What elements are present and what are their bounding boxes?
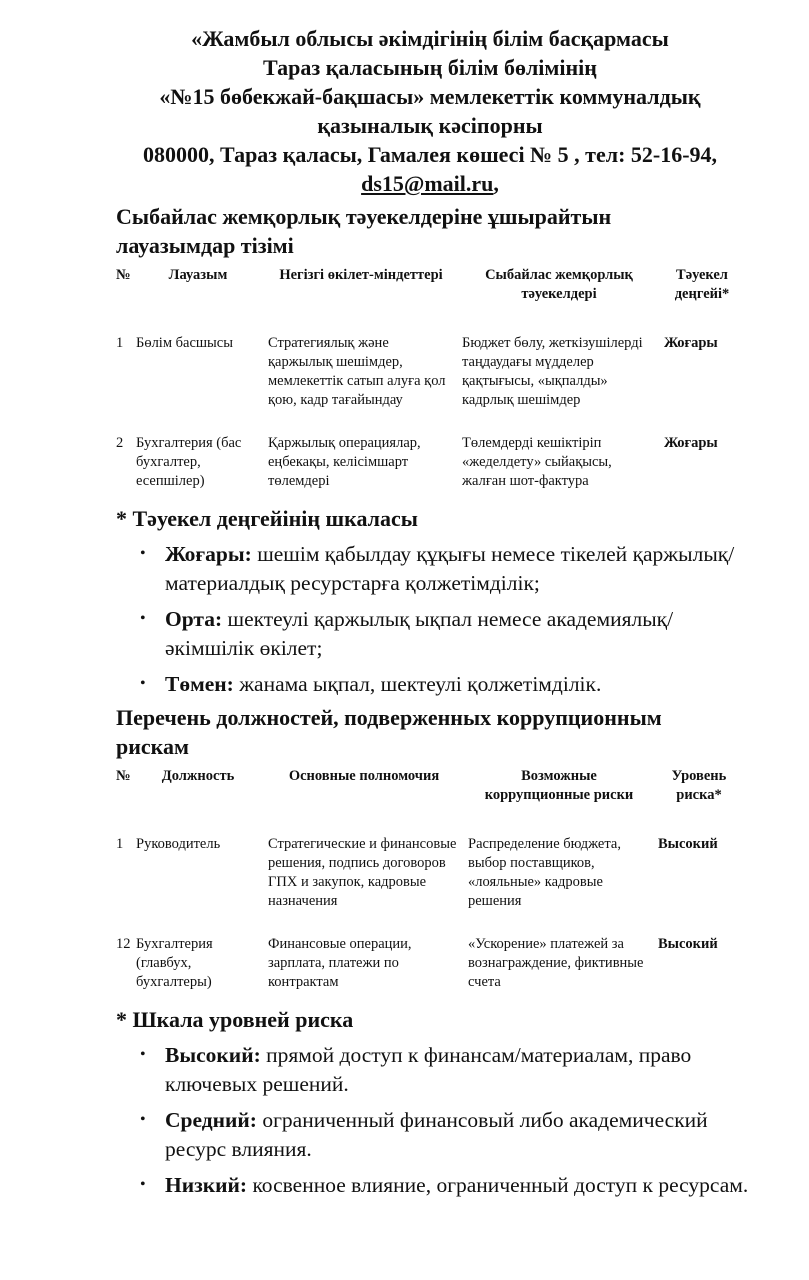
scale-text: косвенное влияние, ограниченный доступ к ресурсам. xyxy=(247,1173,749,1197)
row-duties: Стратегические и финансовые решения, подпись договоров ГПХ и закупок, кадровые назначения xyxy=(268,836,457,909)
letterhead-line-3: «№15 бөбекжай-бақшасы» мемлекеттік коммуналдық xyxy=(159,84,701,109)
kz-scale-list xyxy=(140,540,760,707)
address-trailing: , xyxy=(493,171,499,196)
kz-scale-title: * Тәуекел деңгейінің шкаласы xyxy=(116,506,418,531)
list-item xyxy=(140,1106,760,1163)
table-row xyxy=(112,835,744,935)
row-position: Бөлім басшысы xyxy=(136,335,233,351)
kz-col-level: Тәуекел деңгейі* xyxy=(674,267,730,302)
row-level: Высокий xyxy=(658,936,718,952)
row-position: Бухгалтерия (главбух, бухгалтеры) xyxy=(136,936,213,990)
ru-col-number: № xyxy=(116,768,131,784)
row-risks: Бюджет бөлу, жеткізушілерді таңдаудағы мүдделер қақтығысы, «ықпалды» кадрлық шешімдер xyxy=(462,335,643,408)
kz-section-title: Сыбайлас жемқорлық тәуекелдеріне ұшырайтын лауазымдар тізімі xyxy=(116,204,612,258)
ru-col-risks: Возможные коррупционные риски xyxy=(484,768,634,803)
row-level: Жоғары xyxy=(664,335,718,351)
scale-term: Орта: xyxy=(165,607,223,631)
scale-text: прямой доступ к финансам/материалам, право ключевых решений. xyxy=(165,1043,692,1096)
row-number: 12 xyxy=(116,936,131,952)
letterhead xyxy=(110,24,750,198)
scale-text: жанама ықпал, шектеулі қолжетімділік. xyxy=(233,672,602,696)
row-risks: «Ускорение» платежей за вознаграждение, фиктивные счета xyxy=(468,936,644,990)
scale-term: Жоғары: xyxy=(165,542,252,566)
address-text: 080000, Тараз қаласы, Гамалея көшесі № 5 , тел: 52-16-94, xyxy=(142,142,718,167)
table-row xyxy=(112,935,744,1016)
table-row xyxy=(112,334,744,434)
list-item xyxy=(140,1171,760,1200)
bullet-icon: • xyxy=(140,1046,146,1063)
scale-term: Төмен: xyxy=(165,672,234,696)
kz-col-duties: Негізгі өкілет-міндеттері xyxy=(279,267,443,283)
bullet-icon: • xyxy=(140,610,146,627)
list-item xyxy=(140,1041,760,1098)
letterhead-line-1: «Жамбыл облысы әкімдігінің білім басқармасы xyxy=(191,26,669,51)
bullet-icon: • xyxy=(140,1111,146,1128)
ru-scale-title: * Шкала уровней риска xyxy=(116,1007,354,1032)
row-number: 1 xyxy=(116,335,124,351)
scale-text: шектеулі қаржылық ықпал немесе академиялық/ әкімшілік өкілет; xyxy=(165,607,674,660)
bullet-icon: • xyxy=(140,1176,146,1193)
kz-col-risks: Сыбайлас жемқорлық тәуекелдері xyxy=(485,267,633,302)
ru-section-title: Перечень должностей, подверженных коррупционным рискам xyxy=(116,705,662,759)
row-risks: Төлемдерді кешіктіріп «жеделдету» сыйақысы, жалған шот-фактура xyxy=(462,435,612,489)
row-level: Жоғары xyxy=(664,435,718,451)
ru-col-level: Уровень риска* xyxy=(671,768,727,803)
row-position: Бухгалтерия (бас бухгалтер, есепшілер) xyxy=(136,435,242,489)
ru-risk-table xyxy=(112,767,744,1016)
scale-text: ограниченный финансовый либо академический ресурс влияния. xyxy=(165,1108,708,1161)
scale-term: Средний: xyxy=(165,1108,257,1132)
email-link[interactable]: ds15@mail.ru xyxy=(361,171,494,196)
ru-table-header-row xyxy=(112,767,744,835)
kz-risk-table xyxy=(112,266,744,515)
ru-col-position: Должность xyxy=(161,768,235,784)
kz-col-number: № xyxy=(116,267,131,283)
bullet-icon: • xyxy=(140,675,146,692)
scale-term: Высокий: xyxy=(165,1043,261,1067)
letterhead-line-2: Тараз қаласының білім бөлімінің xyxy=(263,55,597,80)
ru-scale-list xyxy=(140,1041,760,1208)
bullet-icon: • xyxy=(140,545,146,562)
row-level: Высокий xyxy=(658,836,718,852)
list-item xyxy=(140,605,760,662)
kz-col-position: Лауазым xyxy=(168,267,228,283)
row-number: 1 xyxy=(116,836,124,852)
list-item xyxy=(140,540,760,597)
letterhead-line-4: қазыналық кәсіпорны xyxy=(317,113,543,138)
scale-term: Низкий: xyxy=(165,1173,248,1197)
row-risks: Распределение бюджета, выбор поставщиков, «лояльные» кадровые решения xyxy=(468,836,621,909)
row-position: Руководитель xyxy=(136,836,221,852)
row-duties: Қаржылық операциялар, еңбекақы, келісімшарт төлемдері xyxy=(268,435,421,489)
kz-table-header-row xyxy=(112,266,744,334)
table-row xyxy=(112,434,744,515)
row-duties: Финансовые операции, зарплата, платежи по контрактам xyxy=(268,936,412,990)
ru-col-duties: Основные полномочия xyxy=(288,768,440,784)
letterhead-address xyxy=(110,140,750,198)
scale-text: шешім қабылдау құқығы немесе тікелей қаржылық/материалдық ресурстарға қолжетімділік; xyxy=(165,542,735,595)
list-item xyxy=(140,670,760,699)
row-number: 2 xyxy=(116,435,124,451)
row-duties: Стратегиялық және қаржылық шешімдер, мемлекеттік сатып алуға қол қою, кадр тағайындау xyxy=(268,335,446,408)
